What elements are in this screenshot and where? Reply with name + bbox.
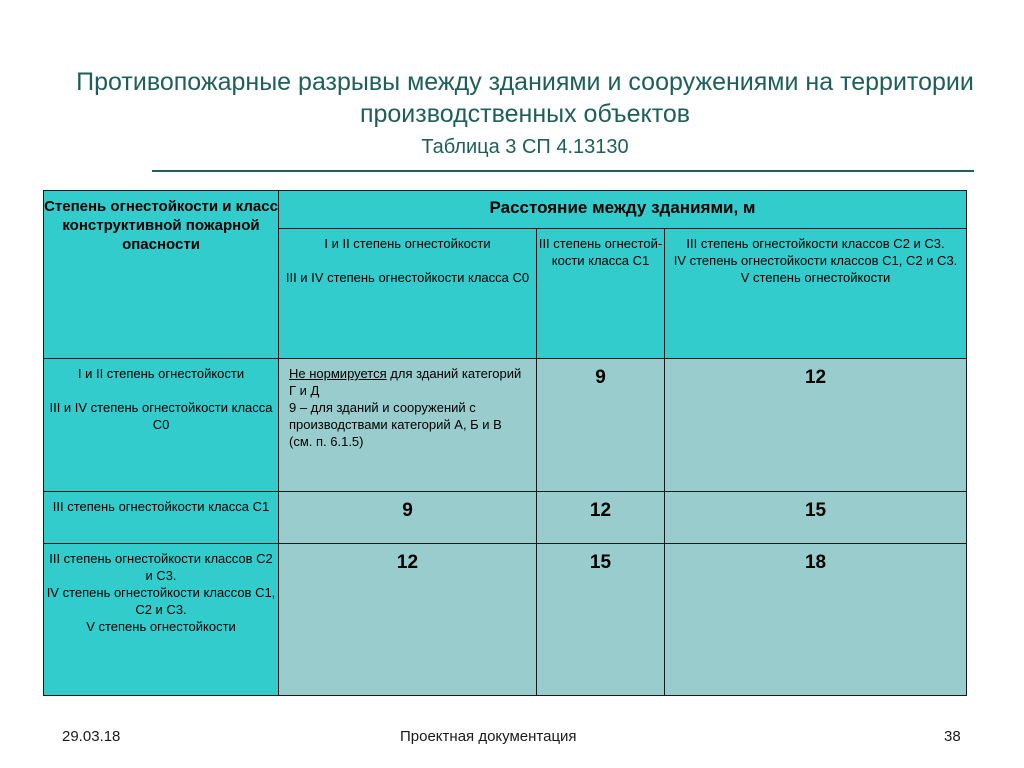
row-header-cell: Степень огнестойкости и класс конструктивной пожарной опасности: [44, 191, 279, 359]
not-regulated-text: Не нормируется: [289, 366, 387, 381]
footer-title: Проектная документация: [400, 728, 577, 745]
table-row: [44, 359, 967, 492]
column-header-1: I и II степень огнестойкости III и IV степень огнестойкости класса С0: [279, 229, 537, 359]
column-header-3: III степень огнестойкости классов С2 и С3. IV степень огнестойкости классов С1, С2 и С3. V степень огнестойкости: [665, 229, 967, 359]
table-cell: 9: [537, 359, 665, 492]
table-cell-note: [279, 359, 537, 492]
column-group-header: Расстояние между зданиями, м: [279, 191, 967, 229]
fire-distance-table: [43, 190, 967, 696]
table-cell: 18: [665, 544, 967, 696]
table-cell: 12: [537, 492, 665, 544]
slide-subtitle: Таблица 3 СП 4.13130: [421, 136, 629, 158]
column-header-2: III степень огнестой-кости класса С1: [537, 229, 665, 359]
slide-title: Противопожарные разрывы между зданиями и сооружениями на территории производственных объектов: [76, 68, 974, 128]
row-label: I и II степень огнестойкости III и IV степень огнестойкости класса С0: [44, 359, 279, 492]
table-cell: 15: [665, 492, 967, 544]
table-cell: 12: [665, 359, 967, 492]
footer-date: 29.03.18: [62, 728, 121, 745]
page-number: 38: [944, 728, 961, 745]
table-row: [44, 544, 967, 696]
row-label: III степень огнестойкости класса С1: [44, 492, 279, 544]
title-divider: [152, 170, 974, 172]
note-text: для зданий категорий Г и Д 9 – для зданий и сооружений с производствами категорий А, Б и В (см. п. 6.1.5): [289, 366, 522, 449]
table-cell: 9: [279, 492, 537, 544]
table-row: [44, 492, 967, 544]
table-cell: 12: [279, 544, 537, 696]
table-cell: 15: [537, 544, 665, 696]
row-label: III степень огнестойкости классов С2 и С3. IV степень огнестойкости классов С1, С2 и С3. V степень огнестойкости: [44, 544, 279, 696]
